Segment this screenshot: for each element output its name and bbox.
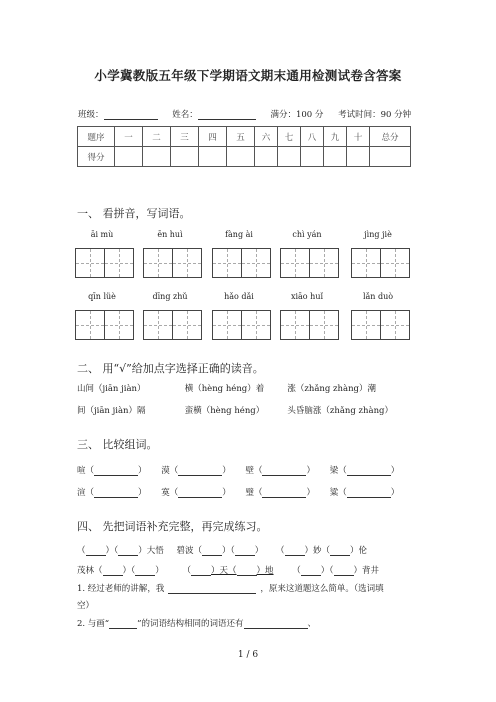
compare-line-2: [77, 486, 399, 498]
header-cell: 二: [143, 127, 171, 147]
answer-blank[interactable]: [168, 584, 256, 594]
score-cell[interactable]: [347, 147, 370, 167]
score-label: 满分：100 分: [270, 110, 324, 120]
score-cell[interactable]: [324, 147, 347, 167]
idiom-text: ）天（: [211, 566, 237, 576]
compare-close: ）: [138, 488, 147, 498]
compare-line-1: [77, 464, 399, 476]
pinyin: fàng ài: [225, 230, 253, 239]
score-cell[interactable]: [255, 147, 278, 167]
page-title: 小学冀教版五年级下学期语文期末通用检测试卷含答案: [94, 68, 402, 83]
compare-blank[interactable]: [347, 488, 391, 498]
section-1-heading: 一、 看拼音，写词语。: [77, 207, 191, 220]
answer-blank[interactable]: [244, 619, 308, 629]
question-text: ”的词语结构相同的词语还有: [137, 619, 244, 629]
fill-blank[interactable]: [202, 546, 222, 556]
answer-blank[interactable]: [109, 619, 137, 629]
compare-blank[interactable]: [262, 488, 306, 498]
score-cell[interactable]: [143, 147, 171, 167]
class-label: 班级：: [78, 110, 104, 120]
paren: （: [77, 546, 86, 556]
section-3-heading: 三、 比较组词。: [77, 438, 158, 451]
question-1-cont: 空）: [77, 601, 95, 611]
name-label: 姓名：: [172, 110, 198, 120]
compare-char: 粱（: [329, 488, 347, 498]
paren: ）（: [105, 546, 119, 556]
idiom-text: ）地: [256, 566, 274, 576]
paren: （: [276, 546, 285, 556]
writing-box[interactable]: [212, 310, 270, 340]
fill-blank[interactable]: [237, 566, 257, 576]
compare-close: ）: [222, 466, 231, 476]
writing-box[interactable]: [212, 248, 270, 278]
compare-char: 喧（: [77, 466, 95, 476]
compare-blank[interactable]: [262, 466, 306, 476]
header-cell: 总分: [370, 127, 411, 147]
fill-blank[interactable]: [191, 566, 211, 576]
header-cell: 题序: [78, 127, 115, 147]
score-cell[interactable]: [278, 147, 301, 167]
name-field[interactable]: [198, 110, 256, 120]
writing-box[interactable]: [143, 248, 201, 278]
fill-blank[interactable]: [118, 546, 138, 556]
paren: ）（: [122, 566, 136, 576]
header-cell: 九: [324, 127, 347, 147]
fill-blank[interactable]: [330, 546, 350, 556]
score-row: [78, 147, 411, 167]
compare-close: ）: [138, 466, 147, 476]
writing-box[interactable]: [143, 310, 201, 340]
fill-blank[interactable]: [334, 566, 354, 576]
pinyin: chì yán: [292, 230, 322, 239]
idiom-text: ）伦: [350, 546, 368, 556]
pinyin: lǎn duò: [362, 292, 394, 301]
score-cell[interactable]: [199, 147, 227, 167]
score-cell[interactable]: [301, 147, 324, 167]
question-text: 1. 经过老师的讲解，我: [77, 584, 165, 594]
compare-blank[interactable]: [178, 488, 222, 498]
question-2: [77, 617, 316, 629]
question-text: 、: [307, 619, 317, 629]
compare-close: ）: [390, 466, 400, 476]
compare-close: ）: [390, 488, 400, 498]
question-text: ，原来这道题这么简单。（选词填: [260, 584, 384, 594]
info-row: [78, 108, 411, 120]
paren: （: [182, 566, 192, 576]
header-cell: 一: [115, 127, 143, 147]
header-cell: 十: [347, 127, 370, 147]
fill-line-1: [77, 544, 367, 556]
reading-item[interactable]: 蛮横（hèng héng）: [184, 406, 265, 416]
pinyin: dīng zhǔ: [152, 292, 188, 301]
writing-box[interactable]: [280, 310, 338, 340]
class-field[interactable]: [104, 110, 158, 120]
score-cell[interactable]: [171, 147, 199, 167]
header-cell: 四: [199, 127, 227, 147]
writing-box[interactable]: [75, 310, 133, 340]
paren: ）（: [320, 566, 334, 576]
reading-item[interactable]: 头昏脑涨（zhǎng zhàng）: [287, 406, 393, 416]
idiom-text: ）妙（: [304, 546, 331, 556]
reading-item[interactable]: 涨（zhǎng zhàng）潮: [287, 384, 376, 394]
compare-char: 壁（: [245, 466, 263, 476]
header-cell: 三: [171, 127, 199, 147]
writing-box[interactable]: [280, 248, 338, 278]
compare-blank[interactable]: [94, 488, 138, 498]
compare-char: 渲（: [77, 488, 95, 498]
pinyin: xiāo huǐ: [290, 292, 324, 301]
score-header-row: [78, 127, 411, 147]
compare-close: ）: [306, 488, 315, 498]
writing-box[interactable]: [351, 248, 409, 278]
paren: ）（: [222, 546, 235, 556]
fill-blank[interactable]: [135, 566, 155, 576]
paren: ）: [155, 566, 164, 576]
writing-box[interactable]: [75, 248, 133, 278]
reading-item[interactable]: 间（jiān jiàn）隔: [77, 406, 146, 416]
idiom-text: 茂林（: [77, 566, 103, 576]
section-2-heading: 二、 用“√”给加点字选择正确的读音。: [77, 362, 264, 375]
fill-blank[interactable]: [86, 546, 106, 556]
reading-item[interactable]: 横（hèng héng）着: [184, 384, 265, 394]
paren: ）: [254, 546, 264, 556]
time-label: 考试时间：90 分钟: [338, 110, 412, 120]
pinyin: ēn huì: [157, 230, 183, 239]
score-table: [77, 126, 411, 167]
compare-char: 寞（: [161, 488, 179, 498]
reading-line-2: [77, 404, 393, 416]
reading-line-1: [77, 382, 376, 394]
question-1: [77, 582, 384, 594]
fill-blank[interactable]: [103, 566, 123, 576]
compare-char: 梁（: [329, 466, 347, 476]
compare-char: 璧（: [245, 488, 263, 498]
pinyin: hǎo dǎi: [224, 292, 254, 301]
idiom-text: ）大悟: [138, 546, 164, 556]
pinyin: āi mù: [90, 230, 114, 239]
fill-blank[interactable]: [301, 566, 321, 576]
pinyin: jìng jiè: [364, 230, 392, 239]
header-cell: 八: [301, 127, 324, 147]
compare-char: 漠（: [161, 466, 179, 476]
score-cell[interactable]: [115, 147, 143, 167]
compare-close: ）: [306, 466, 315, 476]
fill-blank[interactable]: [235, 546, 255, 556]
header-cell: 五: [227, 127, 255, 147]
pinyin: qīn lüè: [88, 292, 116, 301]
idiom-text: 碧波（: [176, 546, 203, 556]
compare-close: ）: [222, 488, 231, 498]
score-cell[interactable]: [370, 147, 411, 167]
row-label: 得分: [78, 147, 115, 167]
question-text: 2. 与画“: [77, 619, 110, 629]
idiom-text: ）背井: [353, 566, 380, 576]
writing-box[interactable]: [351, 310, 409, 340]
compare-blank[interactable]: [94, 466, 138, 476]
compare-blank[interactable]: [347, 466, 391, 476]
reading-item[interactable]: 山间（jiān jiàn）: [77, 384, 146, 394]
score-cell[interactable]: [227, 147, 255, 167]
fill-line-2: [77, 564, 379, 576]
page-number: 1 / 6: [237, 650, 259, 660]
header-cell: 六: [255, 127, 278, 147]
compare-blank[interactable]: [178, 466, 222, 476]
section-4-heading: 四、 先把词语补充完整，再完成练习。: [77, 520, 268, 533]
fill-blank[interactable]: [285, 546, 305, 556]
paren: （: [292, 566, 301, 576]
header-cell: 七: [278, 127, 301, 147]
